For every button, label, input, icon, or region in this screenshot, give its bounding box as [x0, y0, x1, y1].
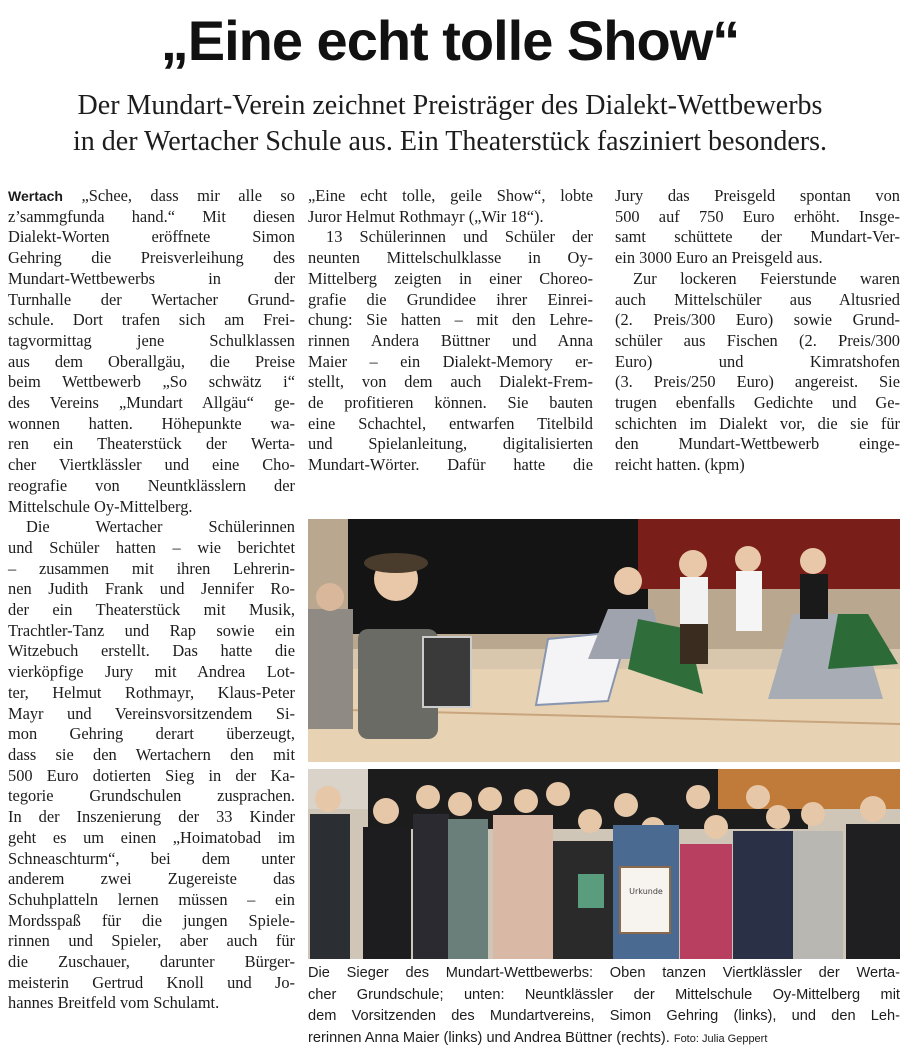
text-line: und Schüler hatten – wie berichtet [8, 537, 295, 557]
text-line: Mundart-Wörter. Dafür hatte die [308, 455, 593, 475]
text-line: beim Wettbewerb „So schwätz i“ [8, 372, 295, 392]
caption-line: rerinnen Anna Maier (links) und Andrea Büttner (rechts). Foto: Julia Geppert [308, 1029, 768, 1046]
text-line: chung: Sie hatten – mit den Lehre- [308, 310, 593, 330]
text-line: Zur lockeren Feierstunde waren [633, 268, 900, 288]
text-line: Trachtler-Tanz und Rap sowie ein [8, 620, 295, 640]
text-line: ren ein Theaterstück der Werta- [8, 434, 295, 454]
text-line: stellt, von dem auch Dialekt-Frem- [308, 372, 593, 392]
text-line: mon Gehring derart überzeugt, [8, 724, 295, 744]
text-line: der ein Theaterstück mit Musik, [8, 600, 295, 620]
text-line: auch Mittelschüler aus Altusried [615, 289, 900, 309]
text-line: die Zuschauer, darunter Bürger- [8, 952, 295, 972]
text-line: anderem zwei Zugereiste das [8, 869, 295, 889]
text-line: vierköpfige Jury mit Andrea Lot- [8, 662, 295, 682]
text-line: Maier – ein Dialekt-Memory er- [308, 351, 593, 371]
photo-dancing-pupils [308, 519, 900, 762]
text-line: aus dem Oberallgäu, die Preise [8, 351, 295, 371]
text-line: eine Schachtel, entwarfen Titelbild [308, 413, 593, 433]
text-line: Schneaschturm“, bei dem unter [8, 848, 295, 868]
text-line: wonnen hatten. Höhepunkte wa- [8, 413, 295, 433]
photo-group-winners [308, 769, 900, 959]
text-line: 13 Schülerinnen und Schüler der [326, 227, 593, 247]
text-line: 500 Euro dotierten Sieg in der Ka- [8, 765, 295, 785]
text-line: hannes Breitfeld vom Schulamt. [8, 993, 220, 1013]
caption-line: cher Grundschule; unten: Neuntklässler der Mittelschule Oy-Mittelberg mit [308, 986, 900, 1003]
text-line: cher Viertklässler und eine Cho- [8, 455, 295, 475]
text-line: ter, Helmut Rothmayr, Klaus-Peter [8, 682, 295, 702]
text-line: Dialekt-Worten eröffnete Simon [8, 227, 295, 247]
text-line: ein 3000 Euro an Preisgeld aus. [615, 248, 823, 268]
text-line: reografie von Neuntklässlern der [8, 475, 295, 495]
text-line: samt schüttete der Mundart-Ver- [615, 227, 900, 247]
text-line: grafie die Grundidee ihrer Einrei- [308, 289, 593, 309]
text-column-2 [308, 186, 593, 476]
text-line: (2. Preis/300 Euro) sowie Grund- [615, 310, 900, 330]
text-line: rinnen und Spieler, aber auch für [8, 931, 295, 951]
text-line: – zusammen mit ihren Lehrerin- [8, 558, 295, 578]
subheadline [0, 88, 900, 160]
caption-line: Die Sieger des Mundart-Wettbewerbs: Oben tanzen Viertklässler der Werta- [308, 965, 900, 981]
text-line: Euro) und Kimratshofen [615, 351, 900, 371]
text-line: schichten im Dialekt vor, die sie für [615, 413, 900, 433]
text-line: Mayr und Vereinsvorsitzendem Si- [8, 703, 295, 723]
text-column-1 [8, 186, 295, 1014]
text-line: Jury das Preisgeld spontan von [615, 186, 900, 205]
text-line: geht es um einen „Hoimatobad im [8, 827, 295, 847]
photo-caption [308, 963, 900, 1050]
text-line: und Spielanleitung, digitalisierten [308, 434, 593, 454]
photo-dancing-illustration [308, 519, 900, 762]
text-line: nen Judith Frank und Jennifer Ro- [8, 579, 295, 599]
text-line: Gehring die Preisverleihung des [8, 248, 295, 268]
text-line: Mordsspaß für die jungen Spiele- [8, 910, 295, 930]
text-line: trugen ebenfalls Gedichte und Ge- [615, 393, 900, 413]
text-line: Wertach „Schee, dass mir alle so [8, 186, 295, 205]
text-line: rinnen Andera Büttner und Anna [308, 330, 593, 350]
text-line: tagvormittag jene Schulklassen [8, 330, 295, 350]
headline: „Eine echt tolle Show“ [160, 9, 740, 72]
text-line: dass sie den Wertachern den mit [8, 744, 295, 764]
text-line: tegorie Grundschulen zusprachen. [8, 786, 295, 806]
text-line: Witzebuch erstellt. Das hatte die [8, 641, 295, 661]
text-line: 500 auf 750 Euro erhöht. Insge- [615, 206, 900, 226]
text-line: schüler aus Fischen (2. Preis/300 [615, 330, 900, 350]
text-line: In der Inszenierung der 33 Kinder [8, 807, 295, 827]
text-line: Schuhplatteln lernen müssen – ein [8, 889, 295, 909]
text-line: neunten Mittelschulklasse in Oy- [308, 248, 593, 268]
subhead-line: in der Wertacher Schule aus. Ein Theaterstück fasziniert besonders. [73, 126, 827, 157]
photo-credit: Foto: Julia Geppert [673, 1032, 768, 1045]
caption-line: dem Vorsitzenden des Mundartvereins, Simon Gehring (links), und den Leh- [308, 1008, 900, 1024]
text-line: z’sammgfunda hand.“ Mit diesen [8, 206, 295, 226]
text-line: Mundart-Wettbewerbs in der [8, 268, 295, 288]
text-line: Mittelschule Oy-Mittelberg. [8, 496, 193, 516]
text-line: des Vereins „Mundart Allgäu“ ge- [8, 393, 295, 413]
text-line: den Mundart-Wettbewerb einge- [615, 434, 900, 454]
text-column-3 [615, 186, 900, 476]
text-line: de profitieren können. Sie bauten [308, 393, 593, 413]
subhead-line: Der Mundart-Verein zeichnet Preisträger des Dialekt-Wettbewerbs [77, 90, 823, 121]
text-line: (3. Preis/250 Euro) angereist. Sie [615, 372, 900, 392]
text-line: Turnhalle der Wertacher Grund- [8, 289, 295, 309]
text-line: Mittelberg zeigten in einer Choreo- [308, 268, 593, 288]
text-line: reicht hatten. (kpm) [615, 455, 745, 475]
certificate-label: Urkunde [629, 887, 663, 896]
dateline: Wertach [8, 188, 63, 204]
text-line: Juror Helmut Rothmayr („Wir 18“). [308, 206, 544, 226]
text-line: schule. Dort trafen sich am Frei- [8, 310, 295, 330]
text-line: „Eine echt tolle, geile Show“, lobte [308, 186, 593, 205]
text-line: Die Wertacher Schülerinnen [26, 517, 295, 537]
text-line: meisterin Gertrud Knoll und Jo- [8, 972, 295, 992]
photo-group-illustration [308, 769, 900, 959]
